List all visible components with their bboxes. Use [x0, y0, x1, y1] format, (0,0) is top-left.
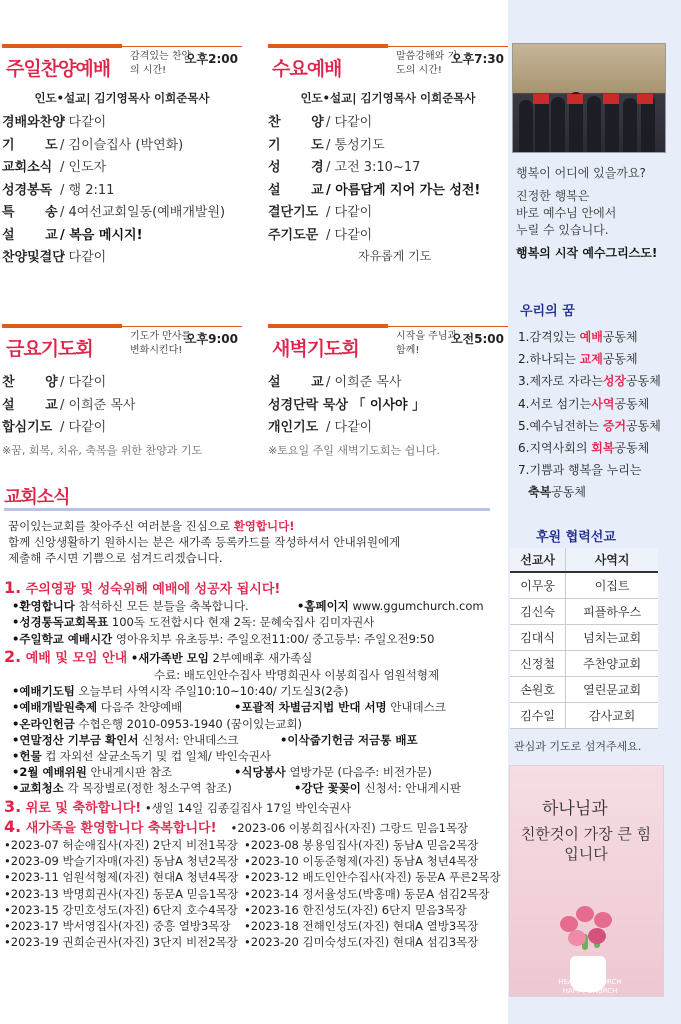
order-value: / 김이슬집사 (박연화) [60, 137, 184, 153]
order-label: 설 교 [268, 375, 337, 390]
line-text: 수협은행 2010-0953-1940 (꿈이있는교회) [74, 716, 303, 731]
newcomer-item: •2023-12 배도인안수집사(자진) 동문A 푸른2목장 [244, 870, 501, 885]
mission-cell: 손원호 [510, 676, 566, 702]
order-value: / 아름답게 지어 가는 성전! [326, 182, 481, 198]
order-row [2, 180, 242, 203]
order-label: 기 도 [2, 137, 71, 153]
dream-text: 6.지역사회의 [518, 441, 592, 456]
order-row [2, 202, 242, 225]
news-heading-4 [4, 816, 504, 837]
happiness-line: 누릴 수 있습니다. [516, 223, 609, 237]
flower-icon [588, 928, 606, 944]
order-value: / 이희준 목사 [326, 375, 402, 390]
dream-keyword: 예배 [579, 330, 603, 344]
newcomer-list [4, 837, 504, 950]
mission-row [510, 598, 658, 624]
header-bar [268, 324, 388, 328]
line-label: •포괄적 차별금지법 반대 서명 [234, 700, 387, 715]
section-note: 자유롭게 기도 [358, 249, 432, 263]
dream-keyword: 증거 [602, 418, 627, 433]
heading-text: 새가족을 환영합니다 축복합니다! [25, 820, 217, 836]
line-text: 신청서: 안내데스크 [138, 732, 239, 747]
mission-cell: 김신숙 [510, 598, 566, 624]
header-bar [2, 44, 122, 48]
order-value: / 이희준 목사 [60, 397, 136, 413]
section-time: 오후9:00 [184, 332, 238, 346]
order-row [2, 135, 242, 158]
newcomer-item: •2023-14 정서율성도(박홍매) 동문A 섬김2목장 [244, 886, 490, 901]
header-line [388, 326, 508, 327]
mission-row [510, 624, 658, 650]
order-list [268, 372, 508, 440]
newcomer-item: •2023-20 김미숙성도(자진) 현대A 섬김3목장 [244, 935, 479, 950]
line-text: 2부예배후 새가족실 [208, 650, 313, 665]
heading-number: 3. [4, 796, 22, 816]
newcomer-row [4, 869, 504, 885]
section-header [268, 40, 508, 82]
mission-cell: 피플하우스 [566, 598, 658, 624]
order-row [2, 417, 242, 440]
section-note: ※토요일 주일 새벽기도회는 쉽니다. [268, 443, 440, 457]
order-list [268, 112, 508, 247]
order-label: 주기도문 [268, 227, 319, 243]
section-title: 금요기도회 [6, 338, 93, 360]
line-text: 영아유치부 유초등부: 주일오전11:00/ 중고등부: 주일오전9:50 [112, 631, 435, 646]
section-header [2, 40, 242, 82]
order-row [2, 372, 242, 395]
order-value: / 다같이 [326, 420, 373, 435]
order-label: 결단기도 [268, 205, 319, 220]
line-label: •2월 예배위원 [12, 765, 87, 780]
dream-suffix: 공동체 [626, 418, 661, 433]
order-row [2, 157, 242, 180]
dream-text: 3.제자로 자라는 [518, 374, 603, 389]
dream-item [518, 370, 678, 392]
dream-list [518, 326, 678, 504]
line-label: •환영합니다 [12, 599, 75, 614]
line-label: •연말정산 기부금 확인서 [12, 732, 139, 747]
mission-row [510, 650, 658, 676]
order-value: / 복음 메시지! [60, 227, 143, 243]
dream-item [518, 326, 678, 348]
order-label: 교회소식 [2, 160, 53, 175]
order-label: 설 교 [2, 397, 71, 413]
header-line [122, 326, 242, 327]
news-line [4, 732, 504, 748]
section-header [268, 320, 508, 362]
section-subtitle: 기도가 만사를 변화시킨다! [130, 331, 192, 356]
newcomer-item: •2023-13 박명희권사(자진) 동문A 믿음1목장 [4, 886, 239, 901]
dream-item [518, 348, 678, 370]
newcomer-item: •2023-10 이동준형제(자진) 동남A 청년4목장 [244, 854, 479, 869]
newcomer-item: •2023-15 강민호성도(자진) 6단지 호수4목장 [4, 902, 238, 917]
dream-suffix: 공동체 [614, 396, 650, 411]
dream-suffix: 공동체 [626, 374, 661, 389]
newcomer-item: •2023-16 한진성도(자진) 6단지 믿음3목장 [244, 902, 467, 917]
dream-item [518, 415, 678, 437]
order-row [268, 202, 508, 225]
intro-text: 꿈이있는교회를 찾아주신 여러분을 진심으로 [8, 519, 234, 533]
prayer-request: 관심과 기도로 섬겨주세요. [514, 740, 642, 753]
line-label: •주일학교 예배시간 [12, 631, 113, 646]
news-line [4, 683, 504, 699]
mission-cell: 감사교회 [566, 702, 658, 728]
order-row [268, 180, 508, 203]
congregation-photo [512, 43, 666, 153]
section-subtitle: 감격있는 찬양의 시간! [130, 51, 192, 76]
order-label: 개인기도 [268, 420, 319, 435]
order-value: / 다같이 [326, 227, 373, 243]
news-heading-3 [4, 796, 504, 817]
happiness-line: 바로 예수님 안에서 [516, 206, 617, 220]
newcomer-item: •2023-11 엄원석형제(자진) 현대A 청년4목장 [4, 870, 239, 885]
line-label: •홈페이지 [297, 599, 349, 614]
dream-text: 1.감격있는 [518, 330, 580, 344]
happiness-text [516, 165, 676, 262]
mission-header-field: 사역지 [566, 548, 658, 572]
news-line [4, 764, 504, 780]
header-bar [2, 324, 122, 328]
line-text: 안내게시판 참조 [86, 765, 172, 780]
line-text: •생일 14일 김종길집사 17일 박인숙권사 [141, 800, 352, 815]
section-title: 새벽기도회 [272, 338, 359, 360]
line-label: •새가족반 모임 [130, 650, 209, 665]
order-row [2, 225, 242, 248]
order-value: / 다같이 [60, 420, 107, 435]
header-line [122, 46, 242, 47]
section-time: 오후7:30 [450, 52, 504, 66]
section-header [2, 320, 242, 362]
news-line: 수료: 배도인안수집사 박명희권사 이봉희집사 엄원석형제 [154, 668, 440, 683]
order-label: 성 경 [268, 160, 337, 175]
line-text: 신청서: 안내게시판 [360, 781, 461, 796]
newcomer-row [4, 886, 504, 902]
dream-item [518, 437, 678, 459]
dream-item [518, 459, 678, 481]
order-label: 성경단락 묵상 [268, 397, 348, 413]
order-row [268, 135, 508, 158]
order-label: 설 교 [2, 227, 71, 243]
mission-cell: 넘치는교회 [566, 624, 658, 650]
dream-text: 4.서로 섬기는 [518, 396, 592, 411]
flower-card [509, 765, 664, 997]
newcomer-item: •2023-07 허순애집사(자진) 2단지 비전1목장 [4, 838, 238, 853]
mission-cell: 이무웅 [510, 572, 566, 598]
order-row [268, 395, 508, 418]
intro-text: 함께 신앙생활하기 원하시는 분은 새가족 등록카드를 작성하셔서 안내위원에게 [8, 535, 401, 549]
line-text: 다음주 찬양예배 [97, 700, 183, 715]
line-text: 안내데스크 [386, 700, 446, 715]
heading-text: 예배 및 모임 안내 [25, 650, 128, 666]
card-caption: HEALTHY CHURCH HAPPY CHURCH [558, 978, 622, 995]
newcomer-row [4, 934, 504, 950]
newcomer-row [4, 837, 504, 853]
order-label: 특 송 [2, 205, 71, 220]
line-label: •예배기도팀 [12, 684, 75, 699]
line-label: •예배개발원축제 [12, 700, 98, 715]
mission-row [510, 702, 658, 728]
order-value: / 다같이 [60, 375, 107, 390]
homepage-link[interactable]: www.ggumchurch.com [348, 599, 484, 614]
dream-title: 우리의 꿈 [520, 304, 575, 319]
order-value: / 다같이 [326, 205, 373, 220]
order-value: / 다같이 [60, 250, 107, 265]
news-heading-1 [4, 580, 504, 598]
heading-number: 1. [4, 578, 22, 597]
dream-keyword: 회복 [591, 441, 615, 456]
happiness-slogan: 행복의 시작 예수그리스도! [516, 246, 658, 260]
newcomer-item: •2023-17 박서영집사(자진) 중흥 열방3목장 [4, 919, 231, 934]
mission-cell: 김대식 [510, 624, 566, 650]
friday-prayer-section [2, 320, 242, 458]
newcomer-row [4, 853, 504, 869]
dream-item [518, 393, 678, 415]
section-subtitle: 시작을 주님과 함께! [396, 331, 458, 356]
line-label: •이삭줍기헌금 저금통 배포 [280, 732, 418, 747]
newcomer-row [4, 918, 504, 934]
mission-cell: 열린문교회 [566, 676, 658, 702]
card-line-2: 친한것이 가장 큰 힘입니다 [520, 825, 652, 863]
order-row [2, 395, 242, 418]
news-line [4, 598, 504, 614]
flower-icon [576, 906, 594, 922]
worship-leader: 인도•설교| 김기영목사 이희준목사 [300, 91, 476, 105]
flower-icon [594, 912, 612, 928]
order-row [268, 417, 508, 440]
dream-text: 5.예수님전하는 [518, 418, 603, 433]
heading-number: 2. [4, 646, 22, 666]
mission-row [510, 572, 658, 598]
heading-text: 위로 및 축하합니다! [25, 800, 142, 816]
heading-text: 주의영광 및 성숙위해 예배에 성공자 됩시다! [25, 582, 281, 597]
line-label: •교회청소 [12, 781, 64, 796]
order-row [2, 247, 242, 270]
dream-text: 2.하나되는 [518, 352, 580, 367]
order-value: 「 이사야 」 [347, 397, 426, 413]
order-label: 합심기도 [2, 420, 53, 435]
happiness-line: 진정한 행복은 [516, 189, 590, 203]
mission-header-missionary: 선교사 [510, 548, 566, 572]
newcomer-item: •2023-06 이봉희집사(자진) 그랑드 믿음1목장 [230, 820, 469, 835]
order-row [2, 112, 242, 135]
mission-cell: 신정철 [510, 650, 566, 676]
news-line [4, 699, 504, 715]
news-title: 교회소식 [4, 487, 70, 508]
line-text: 오늘부터 사역시작 주일10:10~10:40/ 기도실3(2층) [74, 684, 349, 699]
dawn-prayer-section [268, 320, 508, 458]
worship-leader: 인도•설교| 김기영목사 이희준목사 [34, 91, 210, 105]
line-label: •헌물 [12, 749, 42, 764]
dream-suffix: 공동체 [602, 330, 638, 344]
newcomer-item: •2023-18 전해인성도(자진) 현대A 열방3목장 [244, 919, 479, 934]
mission-table [510, 548, 658, 729]
line-text: 100독 도전합시다 현재 2독: 문혜숙집사 김미자권사 [108, 615, 375, 630]
header-line [388, 46, 508, 47]
line-text: 참석하신 모든 분들을 축복합니다. [74, 599, 249, 614]
news-items [4, 580, 504, 950]
section-title: 주일찬양예배 [6, 58, 111, 80]
section-title: 수요예배 [272, 58, 342, 80]
section-time: 오전5:00 [450, 332, 504, 346]
wednesday-worship-section [268, 40, 508, 264]
mission-cell: 주찬양교회 [566, 650, 658, 676]
dream-text: 7.기쁨과 행복을 누리는 [518, 463, 642, 478]
mission-cell: 김수일 [510, 702, 566, 728]
news-line [4, 748, 504, 764]
line-label: •강단 꽃꽂이 [294, 781, 361, 796]
line-text: 컵 자외선 살균소독기 및 컵 일체/ 박인숙권사 [41, 749, 272, 764]
news-line [4, 716, 504, 732]
section-note: ※꿈, 회복, 치유, 축복을 위한 찬양과 기도 [2, 443, 203, 457]
order-value: / 다같이 [326, 115, 373, 130]
newcomer-item: •2023-09 박슬기자매(자진) 동남A 청년2목장 [4, 854, 239, 869]
dream-item [518, 481, 678, 503]
order-row [268, 372, 508, 395]
order-row [268, 225, 508, 248]
order-value: / 인도자 [60, 160, 107, 175]
dream-keyword: 축복 [528, 485, 552, 500]
order-value: / 고전 3:10~17 [326, 160, 421, 175]
line-label: •온라인헌금 [12, 716, 75, 731]
order-label: 찬 양 [2, 375, 71, 390]
order-list [2, 372, 242, 440]
order-label: 설 교 [268, 182, 337, 198]
sunday-worship-section [2, 40, 242, 270]
news-line [4, 631, 504, 647]
order-label: 성경봉독 [2, 182, 53, 198]
order-value: / 4여선교회일동(예배개발원) [60, 205, 226, 220]
dream-keyword: 사역 [591, 396, 615, 411]
order-label: 찬양및결단 [2, 250, 65, 265]
order-list [2, 112, 242, 270]
flower-icon [568, 930, 586, 946]
order-value: / 통성기도 [326, 137, 385, 153]
dream-suffix: 공동체 [614, 441, 650, 456]
order-value: / 행 2:11 [60, 182, 115, 198]
mission-title: 후원 협력선교 [536, 530, 616, 545]
intro-highlight: 환영합니다! [233, 519, 295, 533]
line-label: •성경통독교회목표 [12, 615, 109, 630]
line-label: •식당봉사 [234, 765, 286, 780]
dream-keyword: 성장 [602, 374, 627, 389]
order-row [268, 112, 508, 135]
order-label: 기 도 [268, 137, 337, 153]
dream-suffix: 공동체 [602, 352, 638, 367]
line-text: 각 목장별로(정한 청소구역 참조) [63, 781, 232, 796]
happiness-line: 행복이 어디에 있을까요? [516, 166, 646, 180]
heading-number: 4. [4, 816, 22, 836]
order-row [268, 157, 508, 180]
header-bar [268, 44, 388, 48]
mission-cell: 이집트 [566, 572, 658, 598]
card-line-1: 하나님과 [542, 799, 608, 819]
news-divider [4, 508, 490, 511]
newcomer-item: •2023-08 봉용임집사(자진) 동남A 믿음2목장 [244, 838, 479, 853]
dream-keyword: 교제 [579, 352, 603, 367]
section-time: 오후2:00 [184, 52, 238, 66]
line-text: 열방가문 (다음주: 비전가문) [285, 765, 432, 780]
newcomer-row [4, 902, 504, 918]
news-heading-2 [4, 646, 504, 667]
order-label: 경배와찬양 [2, 115, 65, 130]
order-label: 찬 양 [268, 115, 337, 130]
order-value: / 다같이 [60, 115, 107, 130]
news-line [4, 780, 504, 796]
mission-row [510, 676, 658, 702]
dream-suffix: 공동체 [551, 485, 586, 500]
intro-text: 제출해 주시면 기쁨으로 섬겨드리겠습니다. [8, 551, 223, 565]
newcomer-item: •2023-19 권희순권사(자진) 3단지 비전2목장 [4, 935, 238, 950]
section-subtitle: 말씀강해와 기도의 시간! [396, 51, 458, 76]
news-intro [8, 518, 498, 566]
news-line [4, 614, 504, 630]
